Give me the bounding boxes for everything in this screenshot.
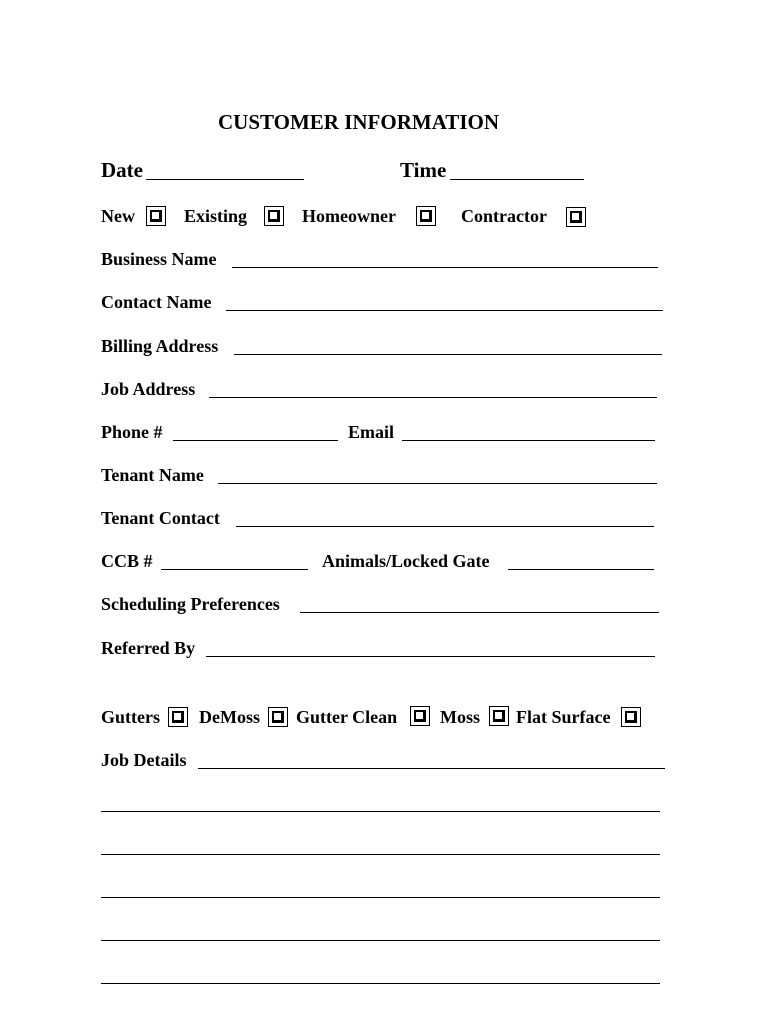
job-details-line-4[interactable] [101,940,660,941]
form-title: CUSTOMER INFORMATION [218,110,499,134]
flat-surface-checkbox[interactable] [621,707,641,727]
job-details-field[interactable] [198,768,665,769]
homeowner-checkbox[interactable] [416,206,436,226]
date-field[interactable] [146,179,304,180]
demoss-checkbox[interactable] [268,707,288,727]
demoss-label: DeMoss [199,707,260,727]
phone-label: Phone # [101,422,163,442]
moss-checkbox[interactable] [489,706,509,726]
job-address-label: Job Address [101,379,196,399]
job-details-line-1[interactable] [101,811,660,812]
referred-by-label: Referred By [101,638,196,658]
email-label: Email [348,422,395,442]
new-label: New [101,206,135,226]
tenant-contact-label: Tenant Contact [101,508,220,528]
job-details-label: Job Details [101,750,187,770]
billing-address-field[interactable] [234,354,662,355]
ccb-label: CCB # [101,551,153,571]
moss-label: Moss [440,707,480,727]
business-name-field[interactable] [232,267,658,268]
animals-locked-gate-field[interactable] [508,569,654,570]
scheduling-preferences-label: Scheduling Preferences [101,594,280,614]
job-address-field[interactable] [209,397,657,398]
contractor-checkbox[interactable] [566,207,586,227]
contact-name-label: Contact Name [101,292,212,312]
time-field[interactable] [450,179,584,180]
homeowner-label: Homeowner [302,206,396,226]
business-name-label: Business Name [101,249,217,269]
existing-checkbox[interactable] [264,206,284,226]
existing-label: Existing [184,206,248,226]
tenant-name-field[interactable] [218,483,657,484]
job-details-line-3[interactable] [101,897,660,898]
animals-locked-gate-label: Animals/Locked Gate [322,551,490,571]
phone-field[interactable] [173,440,338,441]
scheduling-preferences-field[interactable] [300,612,659,613]
gutters-checkbox[interactable] [168,707,188,727]
email-field[interactable] [402,440,655,441]
job-details-line-2[interactable] [101,854,660,855]
gutters-label: Gutters [101,707,160,727]
date-label: Date [101,158,143,182]
flat-surface-label: Flat Surface [516,707,611,727]
referred-by-field[interactable] [206,656,655,657]
job-details-line-5[interactable] [101,983,660,984]
gutter-clean-checkbox[interactable] [410,706,430,726]
time-label: Time [400,158,447,182]
ccb-field[interactable] [161,569,308,570]
new-checkbox[interactable] [146,206,166,226]
billing-address-label: Billing Address [101,336,219,356]
tenant-name-label: Tenant Name [101,465,204,485]
gutter-clean-label: Gutter Clean [296,707,398,727]
contractor-label: Contractor [461,206,547,226]
contact-name-field[interactable] [226,310,663,311]
tenant-contact-field[interactable] [236,526,654,527]
